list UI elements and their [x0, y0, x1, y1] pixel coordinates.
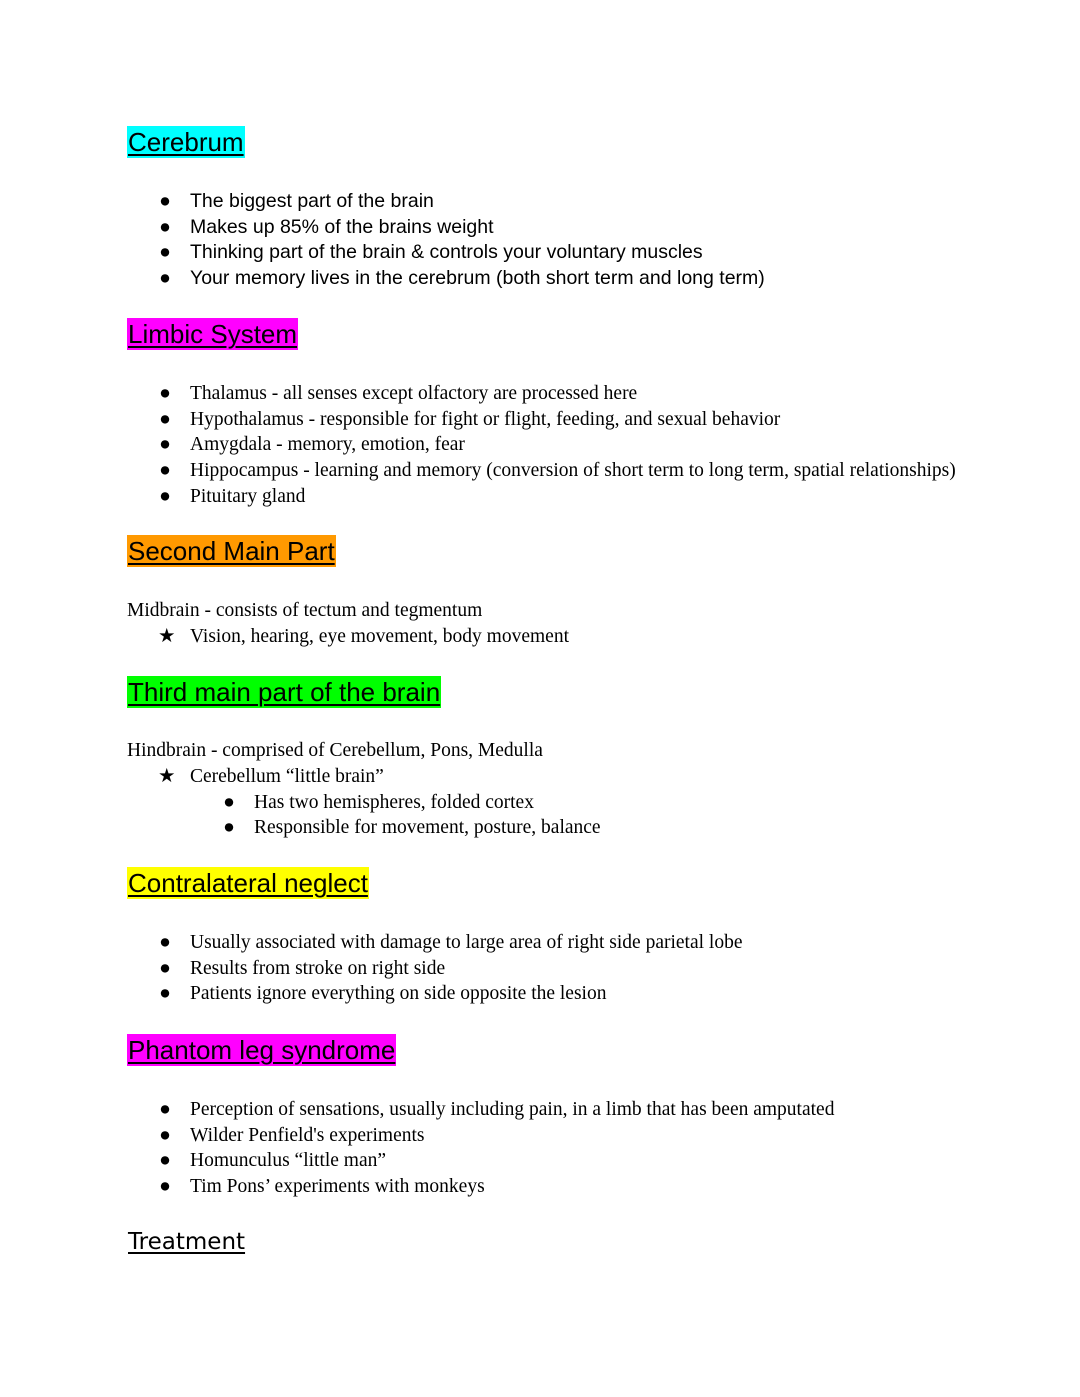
bullet-icon: ●: [159, 267, 171, 290]
star-icon: ★: [158, 766, 176, 787]
bullet-icon: ●: [159, 957, 171, 979]
heading-treatment: Treatment: [128, 1229, 246, 1255]
hindbrain-intro: Hindbrain - comprised of Cerebellum, Pons, Medulla: [127, 740, 543, 761]
bullet-icon: ●: [159, 383, 171, 404]
bullet-icon: ●: [159, 932, 171, 953]
bullet-icon: ●: [223, 817, 235, 839]
heading-phantom-leg-syndrome: Phantom leg syndrome: [128, 1035, 396, 1065]
bullet-icon: ●: [159, 434, 171, 456]
bullet-icon: ●: [159, 1176, 171, 1198]
bullet-icon: ●: [159, 1099, 171, 1120]
heading-cerebrum: Cerebrum: [128, 127, 244, 157]
midbrain-intro: Midbrain - consists of tectum and tegmentum: [127, 600, 483, 621]
bullet-icon: ●: [223, 791, 235, 813]
heading-third-main-part: Third main part of the brain: [128, 677, 441, 707]
bullet-icon: ●: [159, 215, 171, 238]
bullet-icon: ●: [159, 983, 171, 1005]
heading-contralateral-neglect: Contralateral neglect: [128, 868, 368, 898]
star-icon: ★: [158, 626, 176, 647]
heading-limbic-system: Limbic System: [128, 319, 298, 349]
bullet-icon: ●: [159, 1124, 171, 1146]
bullet-icon: ●: [159, 190, 171, 212]
bullet-icon: ●: [159, 1150, 171, 1172]
bullet-icon: ●: [159, 241, 171, 264]
bullet-icon: ●: [159, 460, 171, 482]
document-page: Cerebrum ● The biggest part of the brain ● Makes up 85% of the brains weight ● Thinking part of the brain & controls your voluntary muscles ● Your memory lives in the cerebrum (both short term and long term) Limbic System ● Thalamus - all senses except olfactory are processed here ● Hypothalamus - responsible for fight or flight, feeding, and sexual behavior ● Amygdala - memory, emotion, fear ● Hippocampus - learning and memory (conversion of short term to long term, spatial relationships) ● Pituitary gland Second Main Part Midbrain - consists of tectum and tegmentum ★ Vision, hearing, eye movement, body movement Third main part of the brain Hindbrain - comprised of Cerebellum, Pons, Medulla ★ Cerebellum “little brain” ● Has two hemispheres, folded cortex ● Responsible for movement, posture, balance Contralateral neglect ● Usually associated with damage to large area of right side parietal lobe ● Results from stroke on right side ● Patients ignore everything on side opposite the lesion Phantom leg syndrome ● Perception of sensations, usually including pain, in a limb that has been amputated ● Wilder Penfield's experiments ● Homunculus “little man” ● Tim Pons’ experiments with monkeys Treatment: [0, 0, 1080, 1397]
heading-second-main-part: Second Main Part: [128, 536, 335, 566]
bullet-icon: ●: [159, 408, 171, 430]
bullet-icon: ●: [159, 485, 171, 507]
